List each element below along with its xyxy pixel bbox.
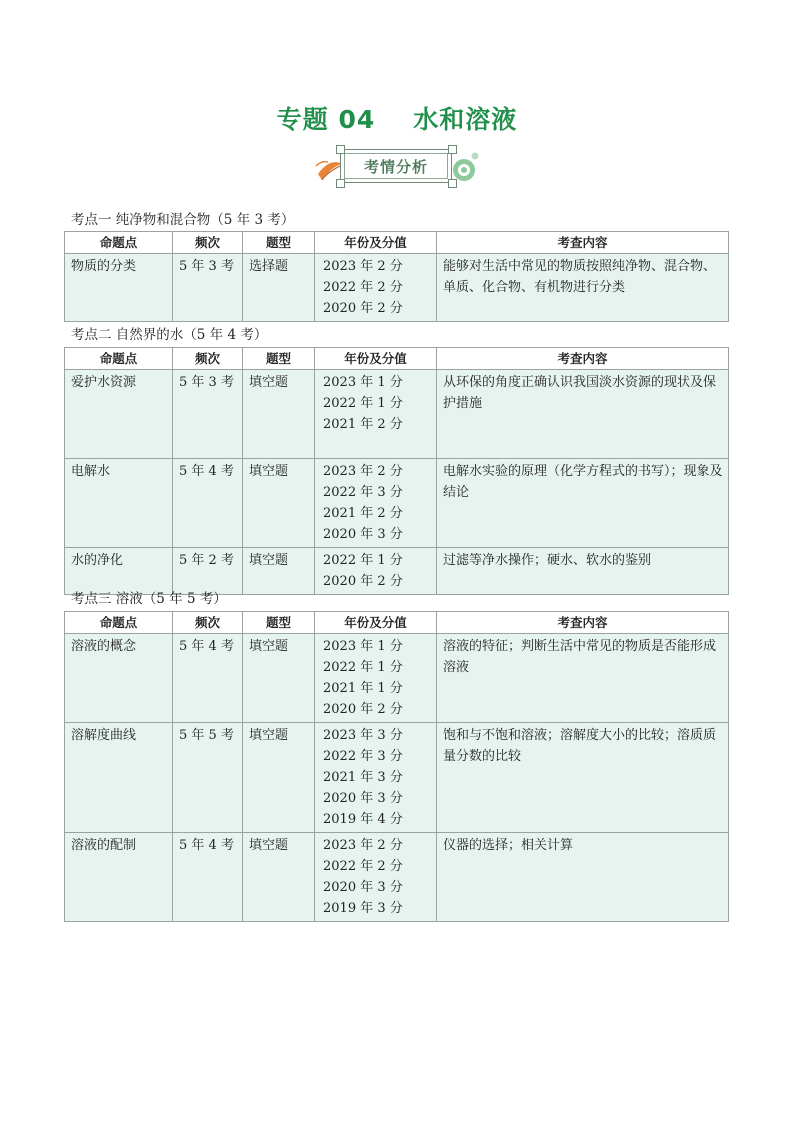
cell-point: 爱护水资源 xyxy=(65,370,173,459)
column-header-years: 年份及分值 xyxy=(315,232,437,254)
cell-years-scores xyxy=(315,370,437,459)
cell-point: 溶解度曲线 xyxy=(65,723,173,833)
cell-content: 从环保的角度正确认识我国淡水资源的现状及保护措施 xyxy=(437,370,729,459)
column-header-type: 题型 xyxy=(243,612,315,634)
cell-frequency: 5 年 4 考 xyxy=(173,833,243,922)
cell-frequency: 5 年 4 考 xyxy=(173,459,243,548)
column-header-content: 考查内容 xyxy=(437,612,729,634)
cell-question-type: 填空题 xyxy=(243,370,315,459)
cell-content: 能够对生活中常见的物质按照纯净物、混合物、单质、化合物、有机物进行分类 xyxy=(437,254,729,322)
year-score: 2023 年 2 分 xyxy=(323,464,403,479)
year-score: 2021 年 2 分 xyxy=(323,506,403,521)
cell-point: 溶液的概念 xyxy=(65,634,173,723)
cell-question-type: 填空题 xyxy=(243,548,315,595)
year-score: 2023 年 1 分 xyxy=(323,375,403,390)
column-header-frequency: 频次 xyxy=(173,232,243,254)
year-score: 2023 年 2 分 xyxy=(323,838,403,853)
year-score: 2020 年 3 分 xyxy=(323,791,403,806)
cell-content: 过滤等净水操作；硬水、软水的鉴别 xyxy=(437,548,729,595)
column-header-type: 题型 xyxy=(243,348,315,370)
cell-point: 溶液的配制 xyxy=(65,833,173,922)
year-score: 2023 年 1 分 xyxy=(323,639,403,654)
column-header-content: 考查内容 xyxy=(437,348,729,370)
year-score: 2021 年 1 分 xyxy=(323,681,403,696)
year-score: 2022 年 2 分 xyxy=(323,859,403,874)
cell-years-scores xyxy=(315,723,437,833)
year-score: 2022 年 1 分 xyxy=(323,396,403,411)
cell-years-scores xyxy=(315,833,437,922)
year-score: 2022 年 2 分 xyxy=(323,280,403,295)
column-header-frequency: 频次 xyxy=(173,612,243,634)
column-header-type: 题型 xyxy=(243,232,315,254)
column-header-content: 考查内容 xyxy=(437,232,729,254)
cell-question-type: 填空题 xyxy=(243,459,315,548)
exam-point-table xyxy=(64,347,729,595)
table-row xyxy=(65,254,729,322)
section-label: 考点三 溶液（5 年 5 考） xyxy=(71,591,227,607)
cell-question-type: 选择题 xyxy=(243,254,315,322)
year-score: 2022 年 3 分 xyxy=(323,485,403,500)
year-score: 2020 年 2 分 xyxy=(323,574,403,589)
cell-question-type: 填空题 xyxy=(243,723,315,833)
cell-question-type: 填空题 xyxy=(243,634,315,723)
column-header-years: 年份及分值 xyxy=(315,612,437,634)
year-score: 2019 年 4 分 xyxy=(323,812,403,827)
cell-frequency: 5 年 5 考 xyxy=(173,723,243,833)
year-score: 2021 年 3 分 xyxy=(323,770,403,785)
cell-years-scores xyxy=(315,459,437,548)
table-row xyxy=(65,833,729,922)
year-score: 2019 年 3 分 xyxy=(323,901,403,916)
column-header-point: 命题点 xyxy=(65,232,173,254)
title-topic-number: 专题 04 xyxy=(276,105,376,134)
year-score: 2020 年 2 分 xyxy=(323,301,403,316)
table-header-row xyxy=(65,348,729,370)
cell-years-scores xyxy=(315,254,437,322)
cell-question-type: 填空题 xyxy=(243,833,315,922)
column-header-frequency: 频次 xyxy=(173,348,243,370)
cell-frequency: 5 年 3 考 xyxy=(173,254,243,322)
section-badge xyxy=(312,144,484,190)
cell-point: 电解水 xyxy=(65,459,173,548)
exam-point-table xyxy=(64,611,729,922)
year-score: 2020 年 2 分 xyxy=(323,702,403,717)
cell-frequency: 5 年 3 考 xyxy=(173,370,243,459)
badge-frame xyxy=(340,149,452,183)
cell-frequency: 5 年 4 考 xyxy=(173,634,243,723)
year-score: 2023 年 2 分 xyxy=(323,259,403,274)
cell-frequency: 5 年 2 考 xyxy=(173,548,243,595)
cell-content: 仪器的选择；相关计算 xyxy=(437,833,729,922)
table-row xyxy=(65,459,729,548)
column-header-point: 命题点 xyxy=(65,612,173,634)
exam-point-table xyxy=(64,231,729,322)
year-score: 2022 年 3 分 xyxy=(323,749,403,764)
section-label: 考点一 纯净物和混合物（5 年 3 考） xyxy=(71,212,295,228)
cell-content: 电解水实验的原理（化学方程式的书写）；现象及结论 xyxy=(437,459,729,548)
table-row xyxy=(65,370,729,459)
cell-content: 饱和与不饱和溶液；溶解度大小的比较；溶质质量分数的比较 xyxy=(437,723,729,833)
table-row xyxy=(65,723,729,833)
year-score: 2023 年 3 分 xyxy=(323,728,403,743)
year-score: 2022 年 1 分 xyxy=(323,553,403,568)
year-score: 2020 年 3 分 xyxy=(323,880,403,895)
badge-label: 考情分析 xyxy=(344,153,448,179)
table-header-row xyxy=(65,612,729,634)
table-header-row xyxy=(65,232,729,254)
year-score: 2021 年 2 分 xyxy=(323,417,403,432)
cell-years-scores xyxy=(315,548,437,595)
column-header-years: 年份及分值 xyxy=(315,348,437,370)
cell-point: 物质的分类 xyxy=(65,254,173,322)
cell-years-scores xyxy=(315,634,437,723)
page-title xyxy=(0,100,794,136)
year-score: 2020 年 3 分 xyxy=(323,527,403,542)
cell-content: 溶液的特征；判断生活中常见的物质是否能形成溶液 xyxy=(437,634,729,723)
cell-point: 水的净化 xyxy=(65,548,173,595)
section-label: 考点二 自然界的水（5 年 4 考） xyxy=(71,327,268,343)
column-header-point: 命题点 xyxy=(65,348,173,370)
table-row xyxy=(65,634,729,723)
title-topic-name: 水和溶液 xyxy=(413,105,518,134)
year-score: 2022 年 1 分 xyxy=(323,660,403,675)
